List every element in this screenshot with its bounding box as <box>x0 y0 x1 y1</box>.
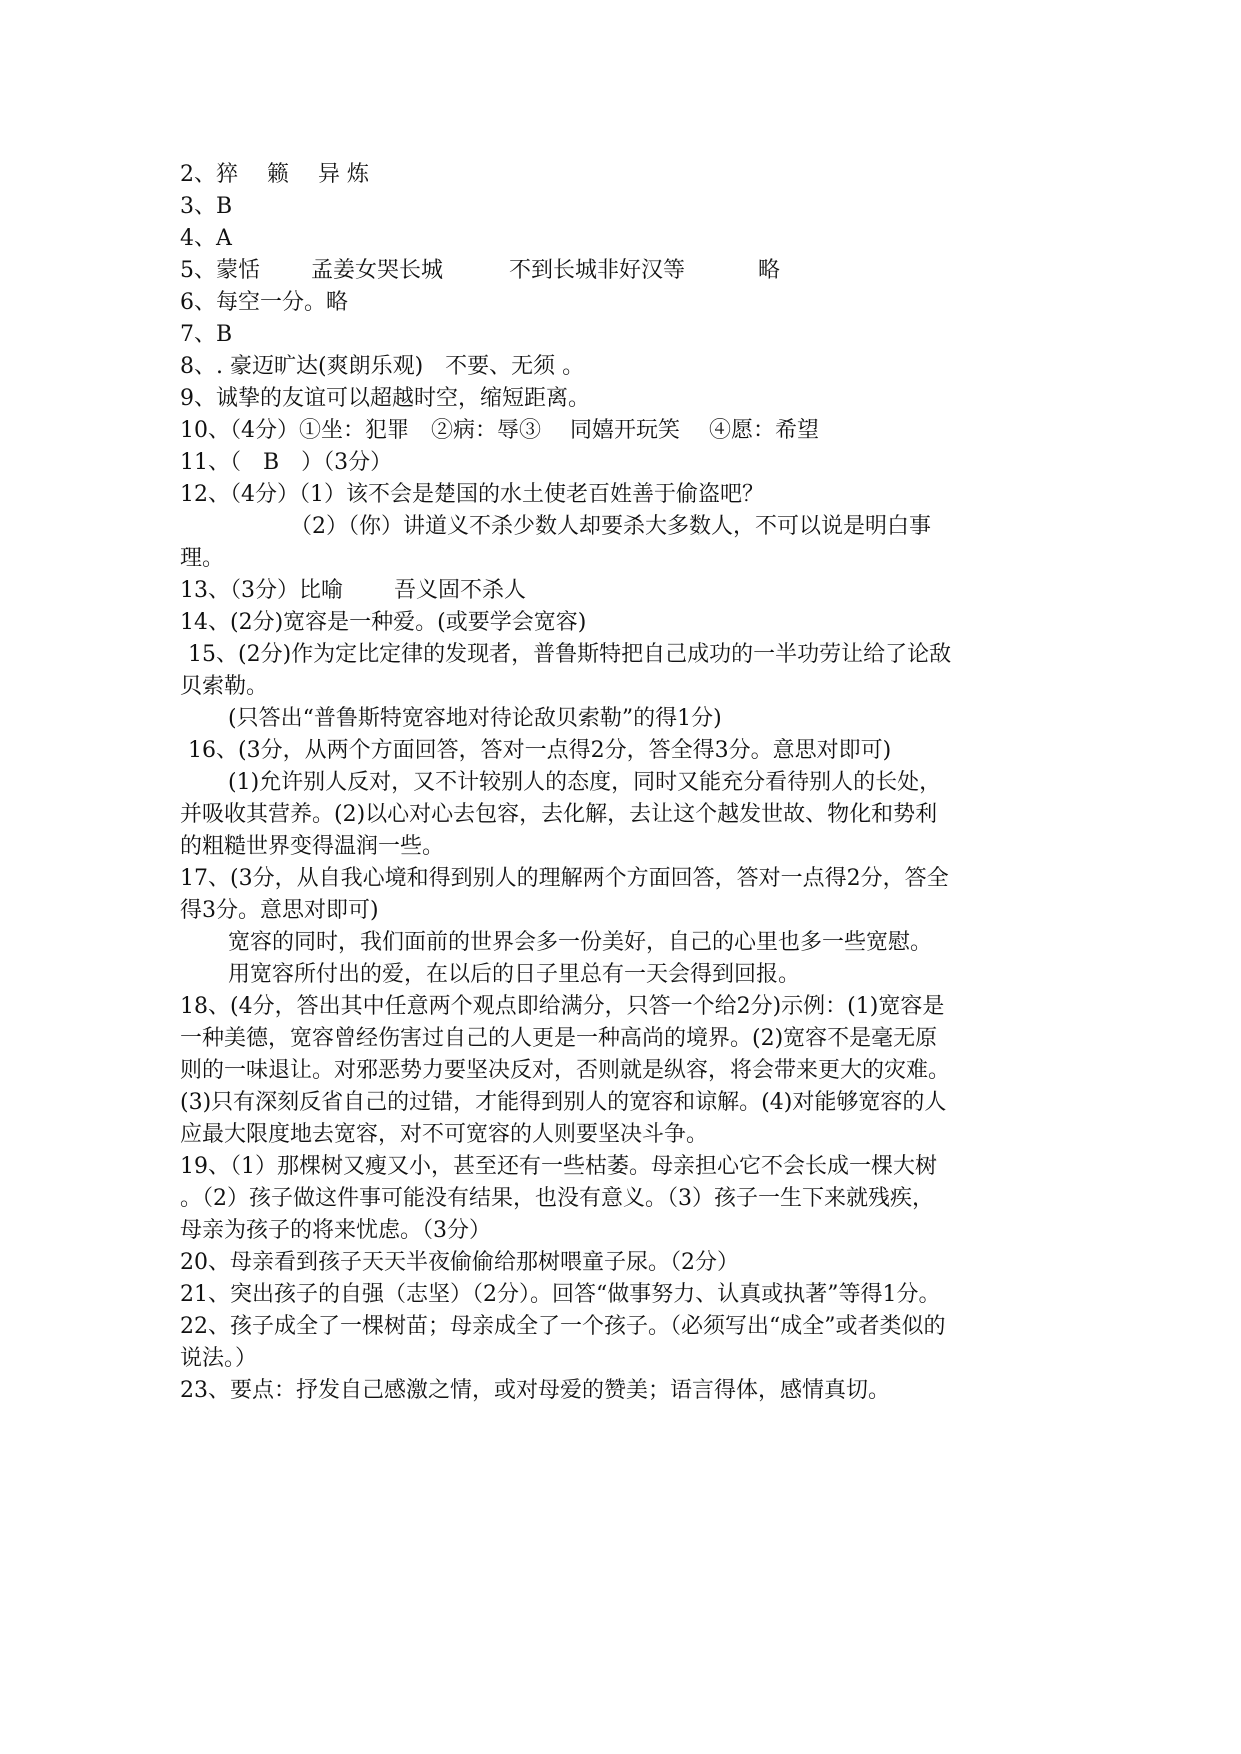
answer-line: 一种美德，宽容曾经伤害过自己的人更是一种高尚的境界。(2)宽容不是毫无原 <box>180 1026 938 1051</box>
answer-line: 理。 <box>180 546 225 571</box>
answer-line: 。（2）孩子做这件事可能没有结果，也没有意义。（3）孩子一生下来就残疾， <box>180 1186 934 1211</box>
answer-line: 16、(3分，从两个方面回答，答对一点得2分，答全得3分。意思对即可) <box>188 738 892 763</box>
answer-line: 15、(2分)作为定比定律的发现者，普鲁斯特把自己成功的一半功劳让给了论敌 <box>188 642 952 667</box>
answer-line: 14、(2分)宽容是一种爱。(或要学会宽容) <box>180 610 587 635</box>
answer-line: 宽容的同时，我们面前的世界会多一份美好，自己的心里也多一些宽慰。 <box>228 930 933 955</box>
answer-line: 2、猝 籁 异 炼 <box>180 162 369 187</box>
answer-line: 应最大限度地去宽容，对不可宽容的人则要坚决斗争。 <box>180 1122 709 1147</box>
answer-line: 并吸收其营养。(2)以心对心去包容，去化解，去让这个越发世故、物化和势利 <box>180 802 938 827</box>
answer-line: 18、(4分，答出其中任意两个观点即给满分，只答一个给2分)示例：(1)宽容是 <box>180 994 945 1019</box>
answer-line: 5、蒙恬 孟姜女哭长城 不到长城非好汉等 略 <box>180 258 780 283</box>
answer-line: 21、突出孩子的自强（志坚）（2分）。回答“做事努力、认真或执著”等得1分。 <box>180 1282 941 1307</box>
answer-line: 说法。） <box>180 1346 258 1371</box>
answer-line: 20、母亲看到孩子天天半夜偷偷给那树喂童子尿。（2分） <box>180 1250 739 1275</box>
answer-line: 23、要点：抒发自己感激之情，或对母爱的赞美；语言得体，感情真切。 <box>180 1378 890 1403</box>
answer-line: 4、A <box>180 226 232 251</box>
answer-line: 则的一味退让。对邪恶势力要坚决反对，否则就是纵容，将会带来更大的灾难。 <box>180 1058 951 1083</box>
answer-line: 13、（3分）比喻 吾义固不杀人 <box>180 578 526 603</box>
answer-line: 7、B <box>180 322 233 347</box>
answer-line: 用宽容所付出的爱，在以后的日子里总有一天会得到回报。 <box>228 962 801 987</box>
answer-line: （2）（你）讲道义不杀少数人却要杀大多数人，不可以说是明白事 <box>290 514 931 539</box>
answer-line: (1)允许别人反对，又不计较别人的态度，同时又能充分看待别人的长处， <box>228 770 942 795</box>
answer-line: 母亲为孩子的将来忧虑。（3分） <box>180 1218 491 1243</box>
answer-line: 3、B <box>180 194 233 219</box>
answer-line: 22、孩子成全了一棵树苗；母亲成全了一个孩子。（必须写出“成全”或者类似的 <box>180 1314 946 1339</box>
answer-line: 的粗糙世界变得温润一些。 <box>180 834 445 859</box>
answer-line: 贝索勒。 <box>180 674 269 699</box>
answer-line: 11、（ B ）（3分） <box>180 450 393 475</box>
answer-line: 10、（4分）①坐：犯罪 ②病：辱③ 同嬉开玩笑 ④愿：希望 <box>180 418 819 443</box>
answer-line: 9、诚挚的友谊可以超越时空，缩短距离。 <box>180 386 590 411</box>
answer-line: 6、每空一分。略 <box>180 290 348 315</box>
answer-line: 得3分。意思对即可) <box>180 898 379 923</box>
answer-line: 19、（1）那棵树又瘦又小，甚至还有一些枯萎。母亲担心它不会长成一棵大树 <box>180 1154 937 1179</box>
answer-line: 12、（4分）（1）该不会是楚国的水土使老百姓善于偷盗吧？ <box>180 482 764 507</box>
answer-line: 17、(3分，从自我心境和得到别人的理解两个方面回答，答对一点得2分，答全 <box>180 866 949 891</box>
answer-line: (3)只有深刻反省自己的过错，才能得到别人的宽容和谅解。(4)对能够宽容的人 <box>180 1090 947 1115</box>
answer-line: (只答出“普鲁斯特宽容地对待论敌贝索勒”的得1分) <box>228 706 722 731</box>
answer-line: 8、. 豪迈旷达(爽朗乐观) 不要、无须 。 <box>180 354 585 379</box>
